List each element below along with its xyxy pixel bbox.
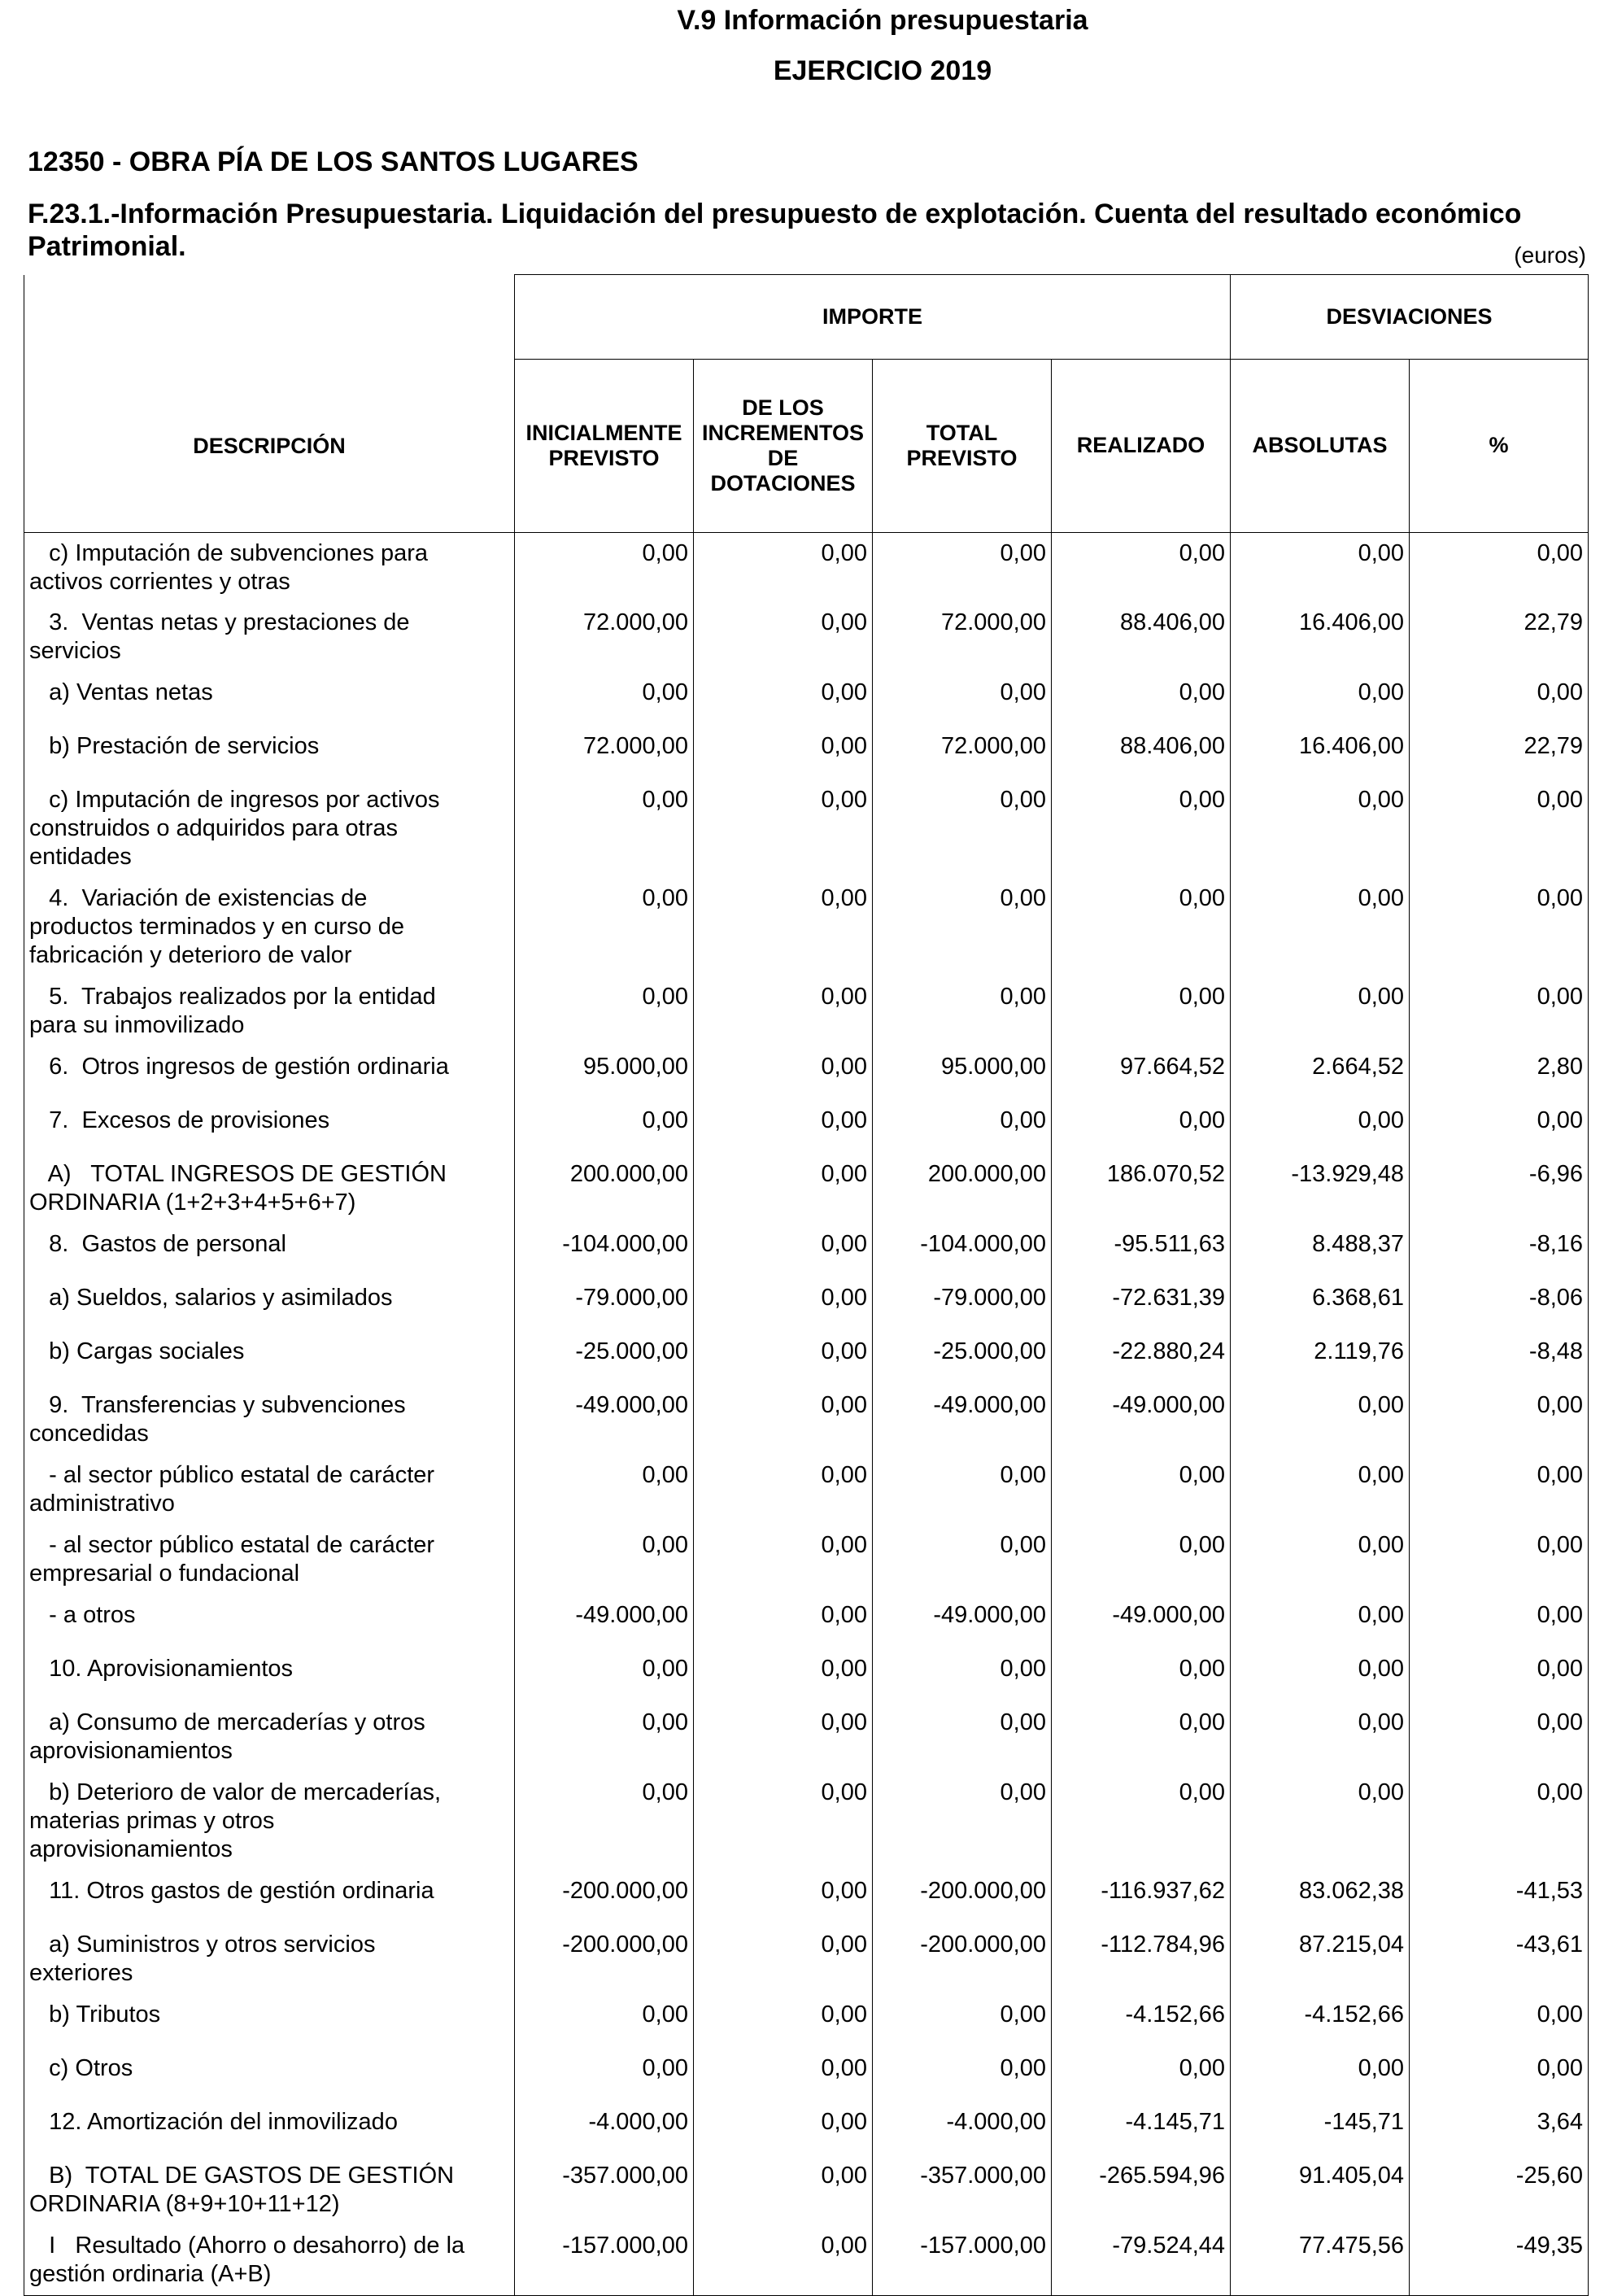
cell-abs: 0,00 [1231,1772,1410,1870]
row-description-line: b) Prestación de servicios [29,733,320,759]
section-title: V.9 Información presupuestaria [677,5,1088,36]
cell-inicial: 0,00 [515,1648,694,1702]
cell-realizado: 0,00 [1052,1100,1231,1154]
header-incr-line3: DE [767,445,799,470]
table-row [24,1702,1589,1772]
cell-realizado: 88.406,00 [1052,726,1231,779]
cell-inicial: 0,00 [515,532,694,602]
cell-pct: 0,00 [1410,1525,1589,1595]
header-inicial-line2: PREVISTO [548,445,660,470]
cell-realizado: 0,00 [1052,672,1231,726]
cell-incr: 0,00 [694,2048,873,2102]
cell-abs: 83.062,38 [1231,1870,1410,1924]
cell-abs: 0,00 [1231,779,1410,878]
row-description [24,1154,515,1224]
row-description-line: 4. Variación de existencias de [29,885,368,911]
cell-realizado: 0,00 [1052,779,1231,878]
cell-realizado: 88.406,00 [1052,602,1231,672]
cell-incr: 0,00 [694,2102,873,2155]
row-description [24,2048,515,2102]
cell-incr: 0,00 [694,672,873,726]
cell-abs: 0,00 [1231,1648,1410,1702]
cell-realizado: 0,00 [1052,532,1231,602]
cell-total: 0,00 [873,1994,1052,2048]
row-description-line: A) TOTAL INGRESOS DE GESTIÓN [29,1161,447,1187]
cell-incr: 0,00 [694,1455,873,1525]
table-row [24,1525,1589,1595]
cell-inicial: -79.000,00 [515,1277,694,1331]
header-group-importe: IMPORTE [515,275,1231,360]
cell-realizado: -95.511,63 [1052,1224,1231,1277]
row-description [24,672,515,726]
cell-realizado: 0,00 [1052,1702,1231,1772]
cell-inicial: -200.000,00 [515,1924,694,1994]
cell-total: -104.000,00 [873,1224,1052,1277]
row-description-line: 10. Aprovisionamientos [29,1656,294,1682]
cell-abs: 91.405,04 [1231,2155,1410,2225]
row-description [24,1385,515,1455]
table-row [24,1385,1589,1455]
cell-total: 0,00 [873,672,1052,726]
cell-realizado: -72.631,39 [1052,1277,1231,1331]
cell-inicial: 0,00 [515,1455,694,1525]
row-description-line: a) Suministros y otros servicios [29,1932,376,1958]
cell-inicial: 0,00 [515,1994,694,2048]
row-description-line: entidades [29,844,132,870]
cell-pct: 0,00 [1410,1595,1589,1648]
cell-abs: 0,00 [1231,1455,1410,1525]
fiscal-year: EJERCICIO 2019 [773,55,992,86]
row-description-line: construidos o adquiridos para otras [29,815,398,841]
cell-total: 0,00 [873,532,1052,602]
cell-pct: -8,16 [1410,1224,1589,1277]
row-description-line: - a otros [29,1602,136,1628]
row-description-line: 8. Gastos de personal [29,1231,286,1257]
table-row [24,602,1589,672]
row-description [24,1046,515,1100]
cell-realizado: -112.784,96 [1052,1924,1231,1994]
row-description-line: B) TOTAL DE GASTOS DE GESTIÓN [29,2163,455,2189]
cell-pct: 0,00 [1410,532,1589,602]
table-row [24,2102,1589,2155]
cell-incr: 0,00 [694,1224,873,1277]
cell-inicial: 72.000,00 [515,602,694,672]
cell-incr: 0,00 [694,1277,873,1331]
cell-inicial: -104.000,00 [515,1224,694,1277]
header-incrementos [694,360,873,532]
row-description [24,1595,515,1648]
row-description [24,2102,515,2155]
cell-total: 0,00 [873,878,1052,976]
row-description-line: b) Cargas sociales [29,1338,245,1364]
row-description [24,1525,515,1595]
table-row [24,1046,1589,1100]
cell-incr: 0,00 [694,726,873,779]
row-description [24,976,515,1046]
row-description-line: 3. Ventas netas y prestaciones de [29,609,410,635]
cell-total: 0,00 [873,779,1052,878]
cell-incr: 0,00 [694,1870,873,1924]
table-row [24,2048,1589,2102]
table-row [24,1648,1589,1702]
row-description [24,1924,515,1994]
cell-incr: 0,00 [694,2155,873,2225]
table-row [24,1772,1589,1870]
cell-realizado: 0,00 [1052,1772,1231,1870]
cell-abs: 0,00 [1231,878,1410,976]
row-description [24,2225,515,2295]
cell-inicial: -25.000,00 [515,1331,694,1385]
report-subtitle: F.23.1.-Información Presupuestaria. Liquidación del presupuesto de explotación. Cuenta del resultado económico Patrimonial. [28,199,1522,262]
cell-pct: 3,64 [1410,2102,1589,2155]
cell-total: -4.000,00 [873,2102,1052,2155]
cell-incr: 0,00 [694,1994,873,2048]
cell-abs: 0,00 [1231,1702,1410,1772]
row-description-line: 5. Trabajos realizados por la entidad [29,984,436,1010]
row-description [24,1100,515,1154]
row-description-line: administrativo [29,1491,175,1517]
budget-table [24,274,1589,2296]
cell-inicial: 0,00 [515,1702,694,1772]
cell-pct: -8,06 [1410,1277,1589,1331]
cell-incr: 0,00 [694,1154,873,1224]
row-description [24,1870,515,1924]
units-label: (euros) [1514,242,1586,268]
cell-realizado: -49.000,00 [1052,1595,1231,1648]
cell-inicial: 0,00 [515,878,694,976]
table-row [24,779,1589,878]
cell-total: 95.000,00 [873,1046,1052,1100]
table-row [24,2155,1589,2225]
cell-abs: 0,00 [1231,1385,1410,1455]
cell-total: -200.000,00 [873,1870,1052,1924]
row-description [24,1277,515,1331]
row-description-line: c) Imputación de subvenciones para [29,539,429,566]
cell-realizado: -265.594,96 [1052,2155,1231,2225]
cell-realizado: 186.070,52 [1052,1154,1231,1224]
header-total-line2: PREVISTO [906,445,1018,470]
row-description [24,779,515,878]
cell-abs: 77.475,56 [1231,2225,1410,2295]
cell-realizado: 0,00 [1052,878,1231,976]
cell-inicial: 0,00 [515,2048,694,2102]
row-description-line: 12. Amortización del inmovilizado [29,2109,398,2135]
cell-total: 200.000,00 [873,1154,1052,1224]
cell-realizado: -4.152,66 [1052,1994,1231,2048]
row-description-line: exteriores [29,1960,133,1986]
cell-pct: 0,00 [1410,1455,1589,1525]
row-description-line: gestión ordinaria (A+B) [29,2261,272,2287]
cell-pct: -49,35 [1410,2225,1589,2295]
cell-total: -200.000,00 [873,1924,1052,1994]
cell-realizado: 0,00 [1052,1648,1231,1702]
cell-realizado: 0,00 [1052,1455,1231,1525]
cell-total: 0,00 [873,1772,1052,1870]
cell-realizado: 0,00 [1052,2048,1231,2102]
table-row [24,726,1589,779]
cell-abs: 8.488,37 [1231,1224,1410,1277]
cell-realizado: 97.664,52 [1052,1046,1231,1100]
cell-total: -49.000,00 [873,1595,1052,1648]
cell-abs: -4.152,66 [1231,1994,1410,2048]
cell-inicial: 0,00 [515,976,694,1046]
cell-incr: 0,00 [694,2225,873,2295]
row-description-line: b) Deterioro de valor de mercaderías, [29,1779,442,1805]
row-description-line: concedidas [29,1421,149,1447]
cell-pct: 0,00 [1410,878,1589,976]
cell-total: -49.000,00 [873,1385,1052,1455]
cell-pct: 0,00 [1410,1100,1589,1154]
row-description-line: empresarial o fundacional [29,1560,300,1587]
cell-pct: -43,61 [1410,1924,1589,1994]
header-absolutas: ABSOLUTAS [1231,360,1410,532]
cell-incr: 0,00 [694,1595,873,1648]
row-description-line: b) Tributos [29,2001,161,2028]
cell-total: 0,00 [873,976,1052,1046]
table-row [24,878,1589,976]
cell-pct: 0,00 [1410,1994,1589,2048]
table-row [24,1870,1589,1924]
cell-incr: 0,00 [694,1924,873,1994]
cell-total: -79.000,00 [873,1277,1052,1331]
cell-pct: 0,00 [1410,2048,1589,2102]
cell-total: 72.000,00 [873,602,1052,672]
table-row [24,2225,1589,2295]
cell-pct: 22,79 [1410,726,1589,779]
cell-inicial: 95.000,00 [515,1046,694,1100]
cell-total: 0,00 [873,1525,1052,1595]
cell-pct: -8,48 [1410,1331,1589,1385]
row-description-line: ORDINARIA (8+9+10+11+12) [29,2191,340,2217]
row-description [24,1772,515,1870]
cell-pct: 0,00 [1410,779,1589,878]
header-inicialmente-previsto [515,360,694,532]
cell-inicial: 0,00 [515,1525,694,1595]
cell-inicial: 200.000,00 [515,1154,694,1224]
header-total-line1: TOTAL [926,420,998,445]
row-description-line: c) Otros [29,2055,133,2081]
cell-abs: 6.368,61 [1231,1277,1410,1331]
row-description-line: - al sector público estatal de carácter [29,1532,435,1558]
cell-incr: 0,00 [694,976,873,1046]
cell-abs: -13.929,48 [1231,1154,1410,1224]
row-description [24,1702,515,1772]
header-incr-line1: DE LOS [742,395,824,420]
table-row [24,1100,1589,1154]
row-description-line: fabricación y deterioro de valor [29,942,352,968]
cell-abs: 2.664,52 [1231,1046,1410,1100]
row-description [24,1224,515,1277]
header-percent: % [1410,360,1589,532]
cell-abs: 0,00 [1231,976,1410,1046]
cell-pct: -6,96 [1410,1154,1589,1224]
cell-incr: 0,00 [694,878,873,976]
cell-inicial: -200.000,00 [515,1870,694,1924]
row-description [24,532,515,602]
row-description-line: 11. Otros gastos de gestión ordinaria [29,1878,434,1904]
cell-inicial: 0,00 [515,672,694,726]
row-description-line: a) Ventas netas [29,679,213,705]
table-row [24,672,1589,726]
cell-realizado: -22.880,24 [1052,1331,1231,1385]
row-description [24,726,515,779]
row-description-line: 6. Otros ingresos de gestión ordinaria [29,1054,449,1080]
header-description: DESCRIPCIÓN [24,275,515,533]
cell-incr: 0,00 [694,1702,873,1772]
cell-abs: 0,00 [1231,1100,1410,1154]
cell-inicial: -157.000,00 [515,2225,694,2295]
header-inicial-line1: INICIALMENTE [525,420,682,445]
table-row [24,1224,1589,1277]
row-description [24,602,515,672]
cell-abs: 0,00 [1231,672,1410,726]
table-row [24,1331,1589,1385]
cell-inicial: -4.000,00 [515,2102,694,2155]
cell-abs: -145,71 [1231,2102,1410,2155]
header-group-desviaciones: DESVIACIONES [1231,275,1589,360]
cell-incr: 0,00 [694,1385,873,1455]
header-incr-line4: DOTACIONES [710,470,856,495]
row-description-line: para su inmovilizado [29,1012,245,1038]
cell-inicial: 0,00 [515,1772,694,1870]
cell-abs: 87.215,04 [1231,1924,1410,1994]
cell-incr: 0,00 [694,1648,873,1702]
cell-realizado: -4.145,71 [1052,2102,1231,2155]
row-description-line: a) Consumo de mercaderías y otros [29,1709,425,1735]
cell-inicial: 0,00 [515,1100,694,1154]
cell-abs: 0,00 [1231,1525,1410,1595]
cell-inicial: -49.000,00 [515,1595,694,1648]
cell-incr: 0,00 [694,602,873,672]
cell-pct: 22,79 [1410,602,1589,672]
cell-abs: 0,00 [1231,1595,1410,1648]
table-row [24,532,1589,602]
cell-total: -357.000,00 [873,2155,1052,2225]
cell-total: 0,00 [873,1100,1052,1154]
table-row [24,976,1589,1046]
cell-pct: 2,80 [1410,1046,1589,1100]
cell-abs: 16.406,00 [1231,602,1410,672]
cell-inicial: 72.000,00 [515,726,694,779]
row-description-line: aprovisionamientos [29,1738,233,1764]
header-realizado: REALIZADO [1052,360,1231,532]
cell-total: 0,00 [873,1702,1052,1772]
row-description-line: aprovisionamientos [29,1836,233,1862]
row-description-line: c) Imputación de ingresos por activos [29,787,440,813]
row-description-line: - al sector público estatal de carácter [29,1462,435,1488]
row-description [24,1648,515,1702]
cell-pct: 0,00 [1410,1385,1589,1455]
row-description-line: productos terminados y en curso de [29,914,405,940]
header-total-previsto [873,360,1052,532]
cell-pct: 0,00 [1410,1702,1589,1772]
cell-incr: 0,00 [694,1331,873,1385]
cell-total: 72.000,00 [873,726,1052,779]
row-description-line: 9. Transferencias y subvenciones [29,1392,406,1418]
header-incr-line2: INCREMENTOS [701,420,865,445]
row-description-line: activos corrientes y otras [29,568,290,595]
cell-pct: 0,00 [1410,1648,1589,1702]
cell-pct: 0,00 [1410,672,1589,726]
cell-realizado: -116.937,62 [1052,1870,1231,1924]
row-description [24,1455,515,1525]
row-description [24,1331,515,1385]
cell-inicial: 0,00 [515,779,694,878]
table-body [24,532,1589,2295]
table-row [24,1595,1589,1648]
row-description-line: a) Sueldos, salarios y asimilados [29,1285,393,1311]
cell-inicial: -357.000,00 [515,2155,694,2225]
table-row [24,1924,1589,1994]
cell-realizado: -79.524,44 [1052,2225,1231,2295]
table-row [24,1154,1589,1224]
row-description-line: I Resultado (Ahorro o desahorro) de la [29,2233,465,2259]
cell-pct: -25,60 [1410,2155,1589,2225]
cell-total: 0,00 [873,1455,1052,1525]
row-description [24,878,515,976]
row-description-line: servicios [29,638,121,664]
entity-name: 12350 - OBRA PÍA DE LOS SANTOS LUGARES [28,146,639,177]
cell-incr: 0,00 [694,779,873,878]
row-description [24,2155,515,2225]
cell-abs: 2.119,76 [1231,1331,1410,1385]
cell-abs: 16.406,00 [1231,726,1410,779]
row-description-line: materias primas y otros [29,1808,275,1834]
cell-abs: 0,00 [1231,2048,1410,2102]
cell-pct: -41,53 [1410,1870,1589,1924]
cell-incr: 0,00 [694,1525,873,1595]
cell-incr: 0,00 [694,1100,873,1154]
cell-realizado: 0,00 [1052,976,1231,1046]
cell-total: -25.000,00 [873,1331,1052,1385]
cell-incr: 0,00 [694,1046,873,1100]
cell-inicial: -49.000,00 [515,1385,694,1455]
row-description-line: 7. Excesos de provisiones [29,1107,330,1133]
cell-pct: 0,00 [1410,976,1589,1046]
table-row [24,1994,1589,2048]
row-description-line: ORDINARIA (1+2+3+4+5+6+7) [29,1189,356,1216]
cell-pct: 0,00 [1410,1772,1589,1870]
cell-total: -157.000,00 [873,2225,1052,2295]
row-description [24,1994,515,2048]
cell-realizado: -49.000,00 [1052,1385,1231,1455]
cell-incr: 0,00 [694,532,873,602]
cell-total: 0,00 [873,1648,1052,1702]
table-row [24,1455,1589,1525]
cell-abs: 0,00 [1231,532,1410,602]
cell-incr: 0,00 [694,1772,873,1870]
table-row [24,1277,1589,1331]
cell-total: 0,00 [873,2048,1052,2102]
cell-realizado: 0,00 [1052,1525,1231,1595]
